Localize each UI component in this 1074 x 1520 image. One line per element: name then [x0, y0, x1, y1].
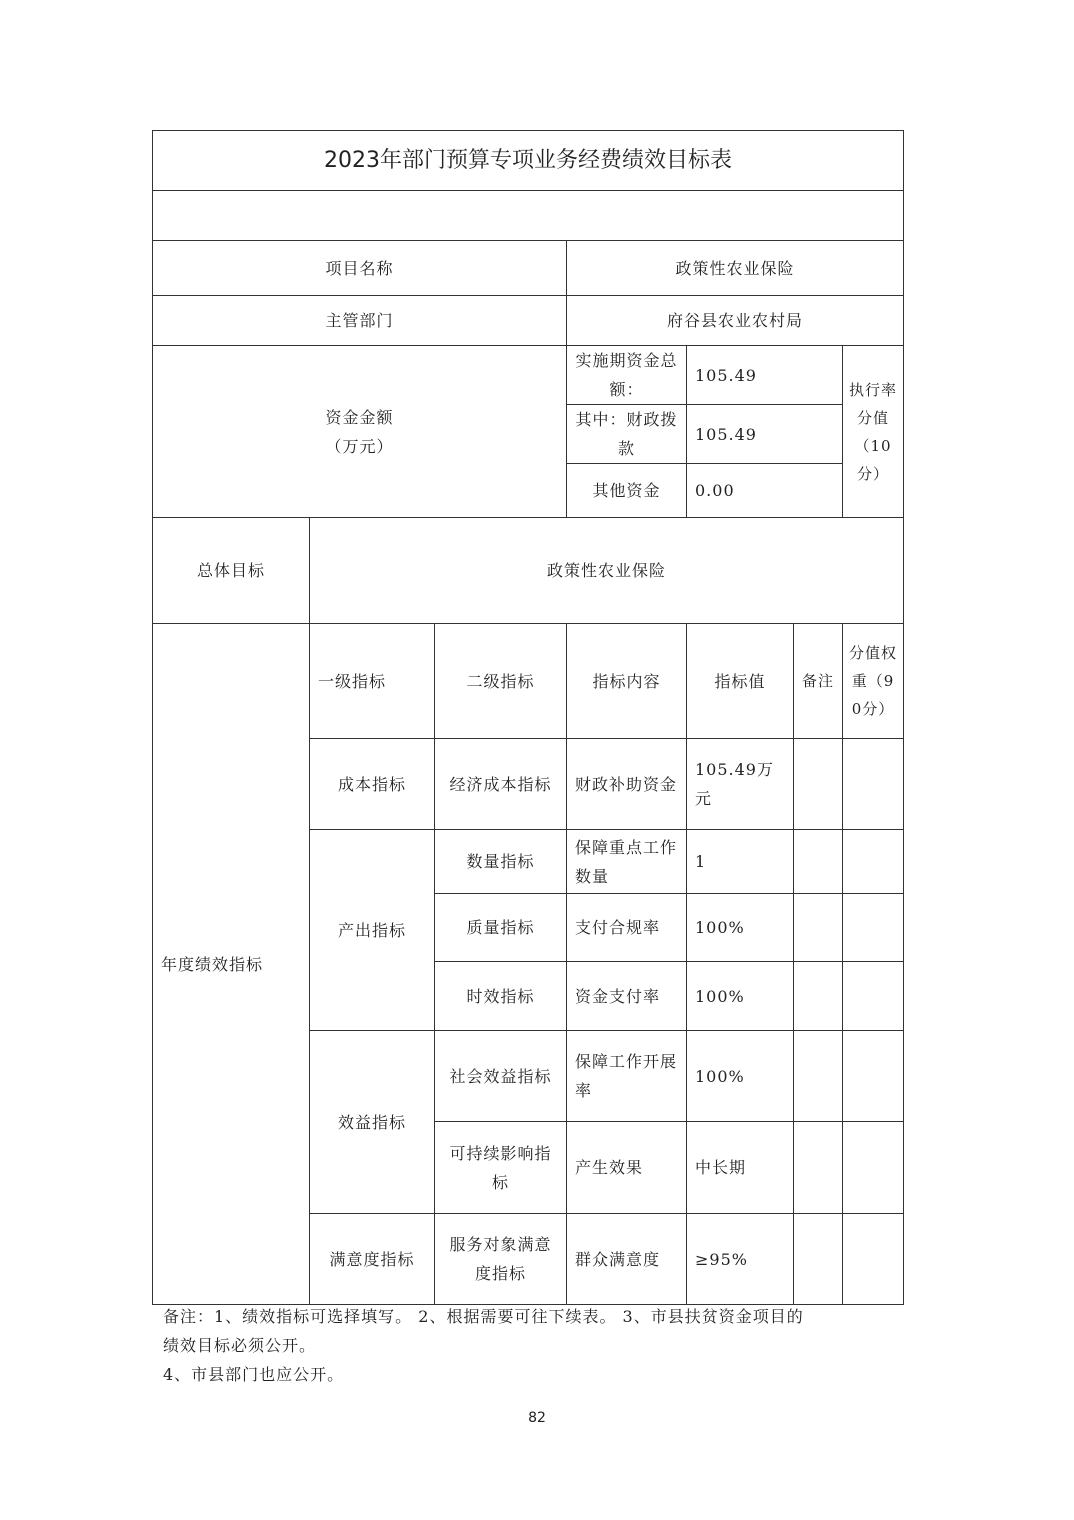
performance-target-table — [152, 130, 904, 1305]
timeliness-level2: 时效指标 — [435, 962, 567, 1031]
total-fund-value: 105.49 — [687, 346, 843, 405]
timeliness-remark — [794, 962, 843, 1031]
project-name-value: 政策性农业保险 — [567, 241, 904, 296]
department-value: 府谷县农业农村局 — [567, 296, 904, 346]
quality-remark — [794, 894, 843, 962]
satisfaction-value: ≥95% — [687, 1214, 794, 1305]
satisfaction-level1: 满意度指标 — [310, 1214, 435, 1305]
sustain-weight — [843, 1122, 904, 1214]
quantity-weight — [843, 830, 904, 894]
blank-row — [153, 191, 904, 241]
sustain-value: 中长期 — [687, 1122, 794, 1214]
project-name-label: 项目名称 — [153, 241, 567, 296]
social-level2: 社会效益指标 — [435, 1031, 567, 1122]
quality-value: 100% — [687, 894, 794, 962]
social-value: 100% — [687, 1031, 794, 1122]
timeliness-weight — [843, 962, 904, 1031]
overall-goal-value: 政策性农业保险 — [310, 518, 904, 624]
satisfaction-level2: 服务对象满意度指标 — [435, 1214, 567, 1305]
cost-level2: 经济成本指标 — [435, 739, 567, 830]
footnote-line3: 4、市县部门也应公开。 — [163, 1365, 345, 1384]
other-funds-label: 其他资金 — [567, 464, 687, 518]
quality-content: 支付合规率 — [567, 894, 687, 962]
sustain-level2: 可持续影响指标 — [435, 1122, 567, 1214]
social-weight — [843, 1031, 904, 1122]
fund-amount-label — [153, 346, 567, 518]
quality-weight — [843, 894, 904, 962]
fiscal-allocation-label: 其中：财政拨款 — [567, 405, 687, 464]
department-label: 主管部门 — [153, 296, 567, 346]
quality-level2: 质量指标 — [435, 894, 567, 962]
satisfaction-content: 群众满意度 — [567, 1214, 687, 1305]
header-weight: 分值权重（90分） — [843, 624, 904, 739]
quantity-level2: 数量指标 — [435, 830, 567, 894]
quantity-value: 1 — [687, 830, 794, 894]
fund-amount-label-line1: 资金金额 — [325, 407, 394, 427]
cost-value: 105.49万元 — [687, 739, 794, 830]
quantity-remark — [794, 830, 843, 894]
footnote — [163, 1302, 863, 1389]
output-level1: 产出指标 — [310, 830, 435, 1031]
header-level2: 二级指标 — [435, 624, 567, 739]
sustain-content: 产生效果 — [567, 1122, 687, 1214]
other-funds-value: 0.00 — [687, 464, 843, 518]
satisfaction-remark — [794, 1214, 843, 1305]
header-level1: 一级指标 — [310, 624, 435, 739]
total-fund-label: 实施期资金总额： — [567, 346, 687, 405]
social-content: 保障工作开展率 — [567, 1031, 687, 1122]
header-content: 指标内容 — [567, 624, 687, 739]
timeliness-value: 100% — [687, 962, 794, 1031]
cost-remark — [794, 739, 843, 830]
fiscal-allocation-value: 105.49 — [687, 405, 843, 464]
table-title: 2023年部门预算专项业务经费绩效目标表 — [153, 131, 904, 191]
execution-rate-score-label: 执行率分值（10分） — [843, 346, 904, 518]
benefit-level1: 效益指标 — [310, 1031, 435, 1214]
header-value: 指标值 — [687, 624, 794, 739]
cost-content: 财政补助资金 — [567, 739, 687, 830]
header-remark: 备注 — [794, 624, 843, 739]
footnote-line2: 绩效目标必须公开。 — [163, 1336, 317, 1355]
quantity-content: 保障重点工作数量 — [567, 830, 687, 894]
annual-indicators-label: 年度绩效指标 — [153, 624, 310, 1305]
overall-goal-label: 总体目标 — [153, 518, 310, 624]
fund-amount-label-line2: （万元） — [325, 436, 394, 456]
sustain-remark — [794, 1122, 843, 1214]
cost-level1: 成本指标 — [310, 739, 435, 830]
social-remark — [794, 1031, 843, 1122]
footnote-line1: 备注：1、绩效指标可选择填写。 2、根据需要可往下续表。 3、市县扶贫资金项目的 — [163, 1307, 804, 1326]
cost-weight — [843, 739, 904, 830]
timeliness-content: 资金支付率 — [567, 962, 687, 1031]
page-number: 82 — [528, 1410, 546, 1426]
satisfaction-weight — [843, 1214, 904, 1305]
